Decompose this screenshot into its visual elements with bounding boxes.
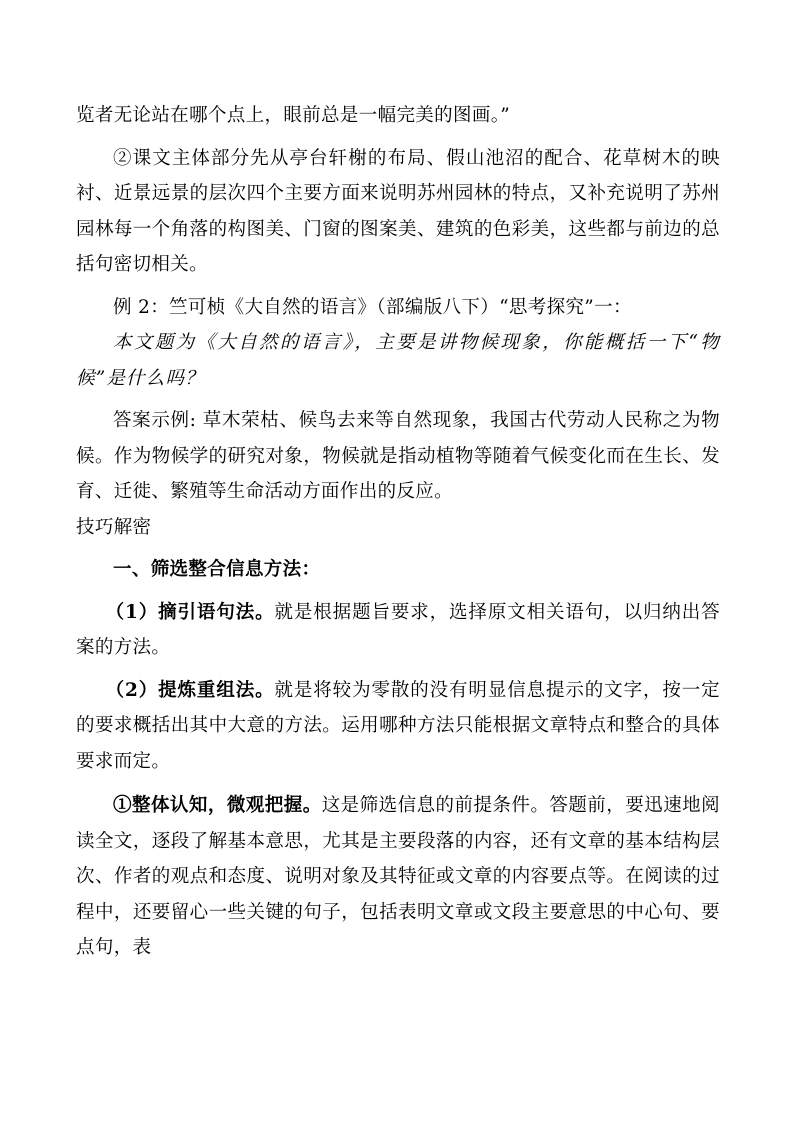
step-1-text: 这是筛选信息的前提条件。答题前，要迅速地阅读全文，逐段了解基本意思，尤其是主要段落的内容，还有文章的基本结构层次、作者的观点和态度、说明对象及其特征或文章的内容要点等。在阅读的过程中，还要留心一些关键的句子，包括表明文章或文段主要意思的中心句、要点句，表 xyxy=(76,795,720,958)
example-2-heading: 例 2：竺可桢《大自然的语言》（部编版八下）“思考探究”一： xyxy=(113,296,632,318)
method-2-paragraph xyxy=(76,673,720,780)
example-2-answer: 答案示例: 草木荣枯、候鸟去来等自然现象，我国古代劳动人民称之为物候。作为物候学的研究对象，物候就是指动植物等随着气候变化而在生长、发育、迁徙、繁殖等生命活动方面作出的反应。 xyxy=(76,410,720,502)
document-page xyxy=(76,98,720,966)
method-1-text: 就是根据题旨要求，选择原文相关语句，以归纳出答案的方法。 xyxy=(76,601,720,658)
step-1-paragraph xyxy=(76,788,720,966)
method-1-title: （1）摘引语句法。 xyxy=(105,601,275,623)
example-2-question: 本文题为《大自然的语言》，主要是讲物候现象，你能概括一下“物候”是什么吗？ xyxy=(76,332,720,389)
method-2-title: （2）提炼重组法。 xyxy=(105,679,275,701)
method-1-paragraph xyxy=(76,595,720,666)
method-heading: 一、筛选整合信息方法： xyxy=(113,559,321,580)
step-1-title: ①整体认知，微观把握。 xyxy=(113,795,322,816)
paragraph-analysis-2: ②课文主体部分先从亭台轩榭的布局、假山池沼的配合、花草树木的映衬、近景远景的层次四个主要方面来说明苏州园林的特点，又补充说明了苏州园林每一个角落的构图美、门窗的图案美、建筑的色彩美，这些都与前边的总括句密切相关。 xyxy=(76,147,720,275)
section-title-tips: 技巧解密 xyxy=(76,516,152,538)
method-2-text: 就是将较为零散的没有明显信息提示的文字，按一定的要求概括出其中大意的方法。运用哪种方法只能根据文章特点和整合的具体要求而定。 xyxy=(76,679,720,772)
paragraph-continuation: 览者无论站在哪个点上，眼前总是一幅完美的图画。” xyxy=(76,105,511,126)
